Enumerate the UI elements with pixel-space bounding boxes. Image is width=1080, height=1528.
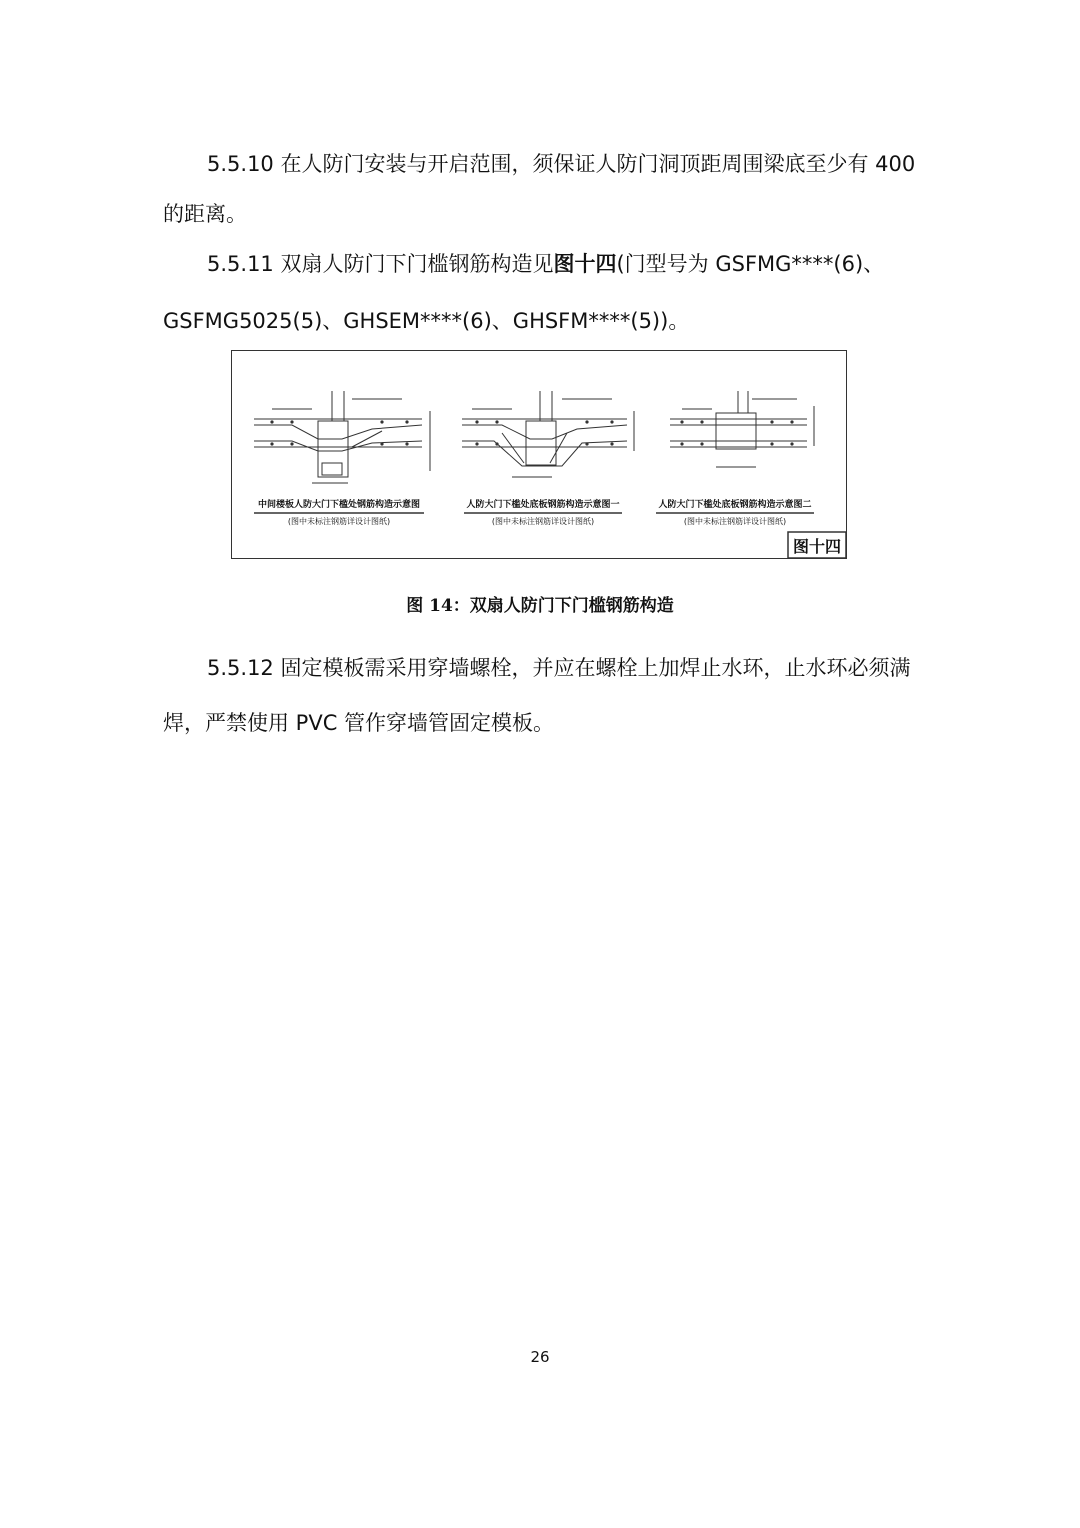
- figure-caption: 图 14：双扇人防门下门槛钢筋构造: [406, 596, 674, 616]
- panel-2-title: 人防大门下槛处底板钢筋构造示意图一: [466, 500, 620, 510]
- section-5-5-11-door-types: (门型号为 GSFMG****(6)、: [616, 252, 885, 276]
- section-5-5-10-line2: 的距离。: [163, 202, 247, 226]
- panel-2-drawing: [462, 391, 634, 477]
- figure-tag: 图十四: [792, 537, 841, 556]
- section-5-5-10-line1: 5.5.10 在人防门安装与开启范围，须保证人防门洞顶距周围梁底至少有 400: [207, 152, 916, 176]
- panel-3-title: 人防大门下槛处底板钢筋构造示意图二: [658, 500, 812, 510]
- section-5-5-12-line2: 焊，严禁使用 PVC 管作穿墙管固定模板。: [163, 711, 555, 735]
- panel-3-drawing: [670, 391, 814, 467]
- panel-2-note: (图中未标注钢筋详设计图纸): [491, 517, 595, 526]
- panel-1-note: (图中未标注钢筋详设计图纸): [287, 517, 391, 526]
- figure-reference: 图十四: [553, 252, 617, 276]
- panel-1-drawing: [254, 391, 430, 483]
- section-5-5-12-line1: 5.5.12 固定模板需采用穿墙螺栓，并应在螺栓上加焊止水环，止水环必须满: [207, 656, 911, 680]
- page-number: 26: [530, 1348, 550, 1366]
- section-5-5-11-text: 5.5.11 双扇人防门下门槛钢筋构造见: [207, 252, 554, 276]
- figure-14-drawing: [231, 350, 847, 559]
- section-5-5-11-line2: GSFMG5025(5)、GHSEM****(6)、GHSFM****(5))。: [163, 309, 690, 333]
- panel-1-title: 中间楼板人防大门下槛处钢筋构造示意图: [257, 500, 420, 510]
- rebar-detail-drawing: [232, 351, 848, 560]
- panel-3-note: (图中未标注钢筋详设计图纸): [683, 517, 787, 526]
- section-5-5-11-line1: [207, 248, 884, 278]
